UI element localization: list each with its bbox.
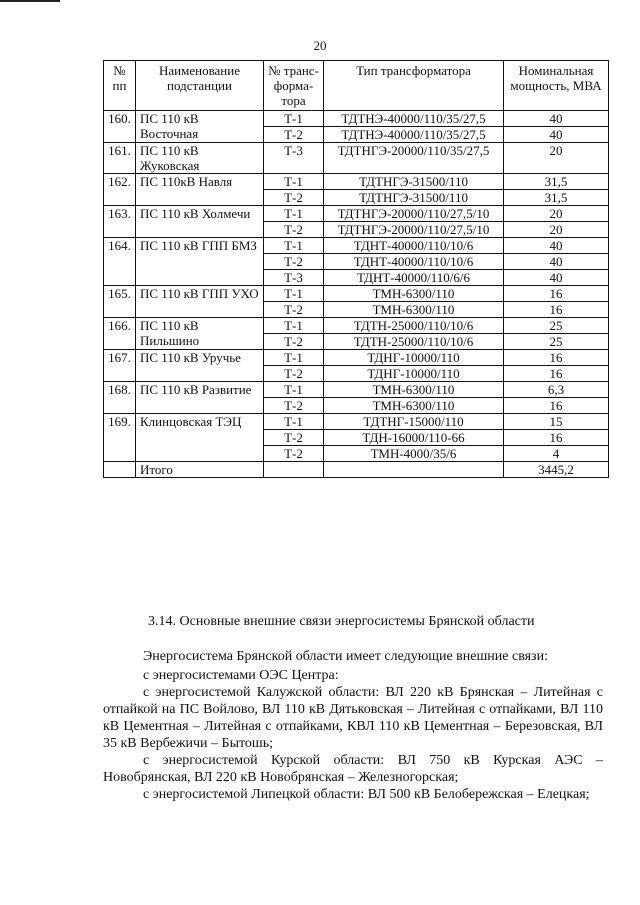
cell-transformer-type: ТДТНГ-15000/110 — [324, 414, 504, 430]
cell-transformer-type: ТДНГ-10000/110 — [324, 366, 504, 382]
cell-transformer-no: Т-1 — [264, 286, 324, 302]
cell-total-label: Итого — [136, 462, 264, 478]
cell-transformer-no: Т-1 — [264, 350, 324, 366]
cell-power: 40 — [504, 254, 609, 270]
cell-transformer-no: Т-1 — [264, 414, 324, 430]
table-row — [104, 414, 609, 430]
table-row — [104, 382, 609, 398]
paragraph: с энергосистемами ОЭС Центра: — [143, 668, 339, 683]
table-row — [104, 174, 609, 190]
table-row — [104, 318, 609, 334]
cell-transformer-no: Т-2 — [264, 222, 324, 238]
cell-transformer-type: ТДНТ-40000/110/6/6 — [324, 270, 504, 286]
table-row — [104, 286, 609, 302]
page-number: 20 — [313, 38, 327, 53]
cell-empty — [264, 462, 324, 478]
cell-transformer-no: Т-1 — [264, 238, 324, 254]
top-rule — [0, 0, 60, 2]
cell-transformer-no: Т-1 — [264, 382, 324, 398]
cell-num: 169. — [104, 414, 136, 462]
cell-substation-name: ПС 110 кВ Пильшино — [136, 318, 264, 350]
cell-transformer-type: ТДТНГЭ-20000/110/27,5/10 — [324, 206, 504, 222]
body-text — [103, 648, 603, 803]
cell-power: 25 — [504, 334, 609, 350]
cell-power: 16 — [504, 430, 609, 446]
cell-transformer-no: Т-2 — [264, 127, 324, 143]
cell-transformer-no: Т-1 — [264, 318, 324, 334]
cell-transformer-type: ТМН-4000/35/6 — [324, 446, 504, 462]
cell-transformer-type: ТМН-6300/110 — [324, 286, 504, 302]
header-power: Номинальная мощность, МВА — [504, 61, 609, 111]
cell-transformer-no: Т-1 — [264, 206, 324, 222]
cell-power: 16 — [504, 302, 609, 318]
cell-num: 164. — [104, 238, 136, 286]
table-row — [104, 350, 609, 366]
cell-transformer-no: Т-2 — [264, 302, 324, 318]
table-header-row — [104, 61, 609, 111]
cell-transformer-no: Т-1 — [264, 111, 324, 127]
cell-transformer-type: ТДТН-25000/110/10/6 — [324, 334, 504, 350]
cell-transformer-no: Т-2 — [264, 334, 324, 350]
cell-transformer-type: ТДНТ-40000/110/10/6 — [324, 238, 504, 254]
cell-transformer-no: Т-3 — [264, 270, 324, 286]
header-num: № пп — [104, 61, 136, 111]
cell-num: 163. — [104, 206, 136, 238]
cell-transformer-no: Т-2 — [264, 366, 324, 382]
cell-num: 168. — [104, 382, 136, 414]
cell-transformer-type: ТДН-16000/110-66 — [324, 430, 504, 446]
cell-transformer-no: Т-2 — [264, 190, 324, 206]
cell-power: 20 — [504, 222, 609, 238]
cell-transformer-type: ТМН-6300/110 — [324, 302, 504, 318]
cell-total-value: 3445,2 — [504, 462, 609, 478]
cell-power: 20 — [504, 206, 609, 222]
cell-substation-name: ПС 110 кВ ГПП БМЗ — [136, 238, 264, 286]
header-transformer-no: № транс-форма-тора — [264, 61, 324, 111]
cell-transformer-type: ТДТН-25000/110/10/6 — [324, 318, 504, 334]
cell-transformer-no: Т-2 — [264, 398, 324, 414]
table-total-row — [104, 462, 609, 478]
paragraph: Энергосистема Брянской области имеет следующие внешние связи: — [143, 649, 548, 664]
cell-substation-name: ПС 110кВ Навля — [136, 174, 264, 206]
paragraph: с энергосистемой Курской области: ВЛ 750 кВ Курская АЭС – Новобрянская, ВЛ 220 кВ Новобрянская – Железногорская; — [103, 753, 603, 785]
cell-substation-name: ПС 110 кВ Уручье — [136, 350, 264, 382]
cell-power: 16 — [504, 366, 609, 382]
cell-power: 16 — [504, 398, 609, 414]
cell-substation-name: ПС 110 кВ Холмечи — [136, 206, 264, 238]
cell-power: 20 — [504, 143, 609, 174]
cell-substation-name: ПС 110 кВ Развитие — [136, 382, 264, 414]
cell-power: 40 — [504, 238, 609, 254]
table-row — [104, 143, 609, 174]
cell-substation-name: ПС 110 кВ ГПП УХО — [136, 286, 264, 318]
cell-power: 40 — [504, 127, 609, 143]
table-row — [104, 206, 609, 222]
cell-transformer-type: ТМН-6300/110 — [324, 398, 504, 414]
paragraph: с энергосистемой Калужской области: ВЛ 220 кВ Брянская – Литейная с отпайкой на ПС Войлово, ВЛ 110 кВ Дятьковская – Литейная с отпайками, ВЛ 110 кВ Цементная – Литейная с отпайками, КВЛ 110 кВ Цементная – Березовская, ВЛ 35 кВ Вербежичи – Бытошь; — [103, 685, 603, 751]
cell-empty — [324, 462, 504, 478]
cell-power: 4 — [504, 446, 609, 462]
section-heading: 3.14. Основные внешние связи энергосистемы Брянской области — [148, 614, 535, 629]
cell-transformer-no: Т-2 — [264, 254, 324, 270]
cell-num: 166. — [104, 318, 136, 350]
cell-power: 25 — [504, 318, 609, 334]
cell-num: 165. — [104, 286, 136, 318]
cell-num: 162. — [104, 174, 136, 206]
cell-transformer-no: Т-1 — [264, 174, 324, 190]
cell-num: 160. — [104, 111, 136, 143]
table-body — [104, 111, 609, 478]
cell-transformer-type: ТДТНГЭ-20000/110/35/27,5 — [324, 143, 504, 174]
cell-power: 6,3 — [504, 382, 609, 398]
cell-transformer-type: ТДТНЭ-40000/110/35/27,5 — [324, 127, 504, 143]
cell-transformer-type: ТДНТ-40000/110/10/6 — [324, 254, 504, 270]
cell-transformer-type: ТДНГ-10000/110 — [324, 350, 504, 366]
cell-transformer-type: ТДТНГЭ-20000/110/27,5/10 — [324, 222, 504, 238]
cell-num: 161. — [104, 143, 136, 174]
cell-num: 167. — [104, 350, 136, 382]
cell-transformer-no: Т-3 — [264, 143, 324, 174]
header-type: Тип трансформатора — [324, 61, 504, 111]
transformer-table — [103, 60, 609, 478]
table-row — [104, 238, 609, 254]
cell-transformer-type: ТДТНЭ-40000/110/35/27,5 — [324, 111, 504, 127]
cell-substation-name: Клинцовская ТЭЦ — [136, 414, 264, 462]
cell-empty — [104, 462, 136, 478]
cell-power: 40 — [504, 270, 609, 286]
cell-transformer-type: ТДТНГЭ-31500/110 — [324, 174, 504, 190]
header-name: Наименование подстанции — [136, 61, 264, 111]
cell-power: 31,5 — [504, 190, 609, 206]
cell-transformer-type: ТДТНГЭ-31500/110 — [324, 190, 504, 206]
paragraph: с энергосистемой Липецкой области: ВЛ 500 кВ Белобережская – Елецкая; — [143, 787, 590, 802]
cell-transformer-no: Т-2 — [264, 430, 324, 446]
cell-power: 31,5 — [504, 174, 609, 190]
cell-transformer-type: ТМН-6300/110 — [324, 382, 504, 398]
cell-power: 16 — [504, 350, 609, 366]
cell-substation-name: ПС 110 кВ Жуковская — [136, 143, 264, 174]
cell-substation-name: ПС 110 кВ Восточная — [136, 111, 264, 143]
cell-power: 15 — [504, 414, 609, 430]
cell-power: 16 — [504, 286, 609, 302]
cell-power: 40 — [504, 111, 609, 127]
cell-transformer-no: Т-2 — [264, 446, 324, 462]
table-row — [104, 111, 609, 127]
